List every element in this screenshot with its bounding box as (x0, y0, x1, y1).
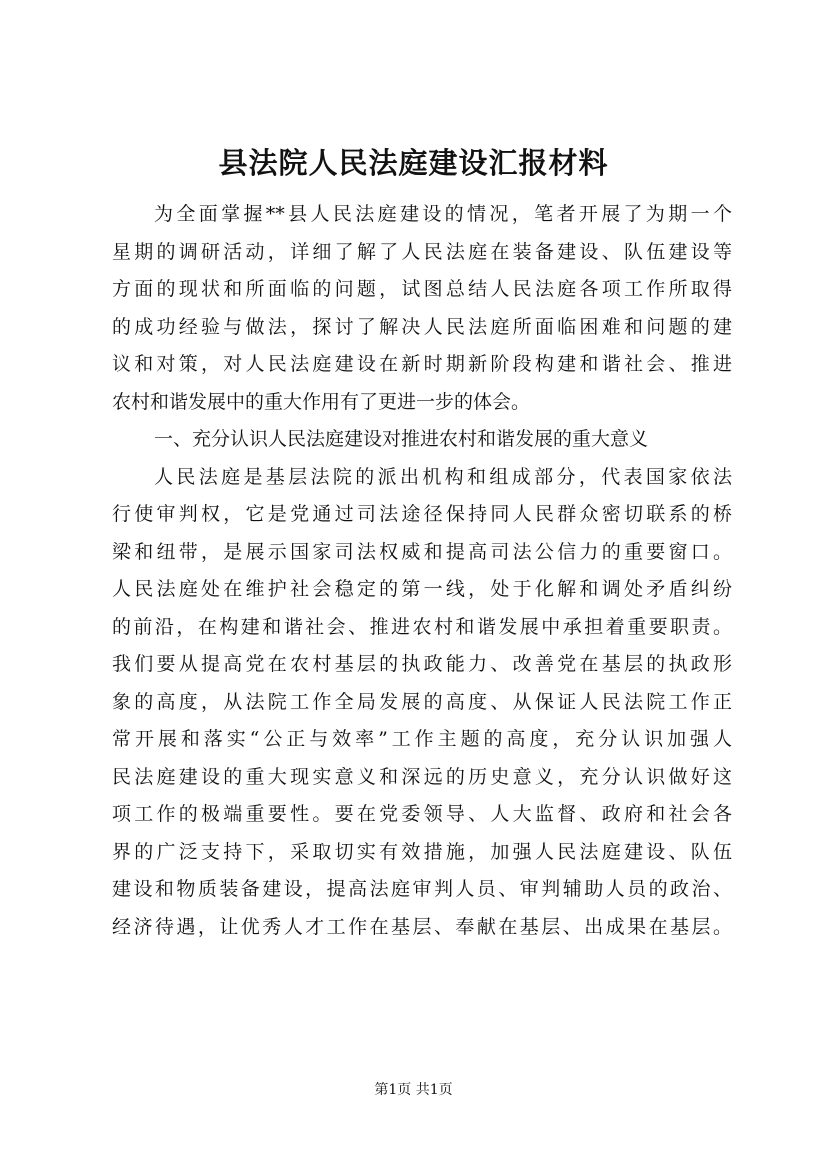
text-line: 人民法庭是基层法院的派出机构和组成部分，代表国家依法 (154, 465, 732, 488)
text-line: 象的高度，从法院工作全局发展的高度、从保证人民法院工作正 (112, 690, 732, 713)
text-line: 常开展和落实“公正与效率”工作主题的高度，充分认识加强人 (112, 728, 732, 750)
text-line: 星期的调研活动，详细了解了人民法庭在装备建设、队伍建设等 (112, 240, 732, 263)
text-line: 的前沿，在构建和谐社会、推进农村和谐发展中承担着重要职责。 (112, 615, 732, 638)
text-line: 农村和谐发展中的重大作用有了更进一步的体会。 (112, 390, 531, 413)
document-body (112, 196, 732, 946)
text-line: 的成功经验与做法，探讨了解决人民法庭所面临困难和问题的建 (112, 315, 732, 338)
text-line: 建设和物质装备建设，提高法庭审判人员、审判辅助人员的政治、 (112, 878, 732, 900)
page-footer: 第1页 共1页 (374, 1082, 453, 1098)
text-line: 项工作的极端重要性。要在党委领导、人大监督、政府和社会各 (112, 803, 732, 825)
text-line: 人民法庭处在维护社会稳定的第一线，处于化解和调处矛盾纠纷 (112, 578, 732, 600)
text-line: 行使审判权，它是党通过司法途径保持同人民群众密切联系的桥 (112, 503, 732, 525)
text-line: 议和对策，对人民法庭建设在新时期新阶段构建和谐社会、推进 (112, 353, 732, 375)
text-line: 方面的现状和所面临的问题，试图总结人民法庭各项工作所取得 (112, 278, 732, 300)
text-line: 为全面掌握**县人民法庭建设的情况，笔者开展了为期一个 (154, 203, 732, 225)
text-line: 经济待遇，让优秀人才工作在基层、奉献在基层、出成果在基层。 (112, 915, 732, 938)
section-heading: 一、充分认识人民法庭建设对推进农村和谐发展的重大意义 (154, 428, 649, 450)
document-title: 县法院人民法庭建设汇报材料 (218, 146, 609, 180)
text-line: 梁和纽带，是展示国家司法权威和提高司法公信力的重要窗口。 (112, 540, 732, 563)
text-line: 界的广泛支持下，采取切实有效措施，加强人民法庭建设、队伍 (112, 840, 732, 863)
text-line: 我们要从提高党在农村基层的执政能力、改善党在基层的执政形 (112, 653, 732, 675)
text-line: 民法庭建设的重大现实意义和深远的历史意义，充分认识做好这 (112, 765, 732, 788)
